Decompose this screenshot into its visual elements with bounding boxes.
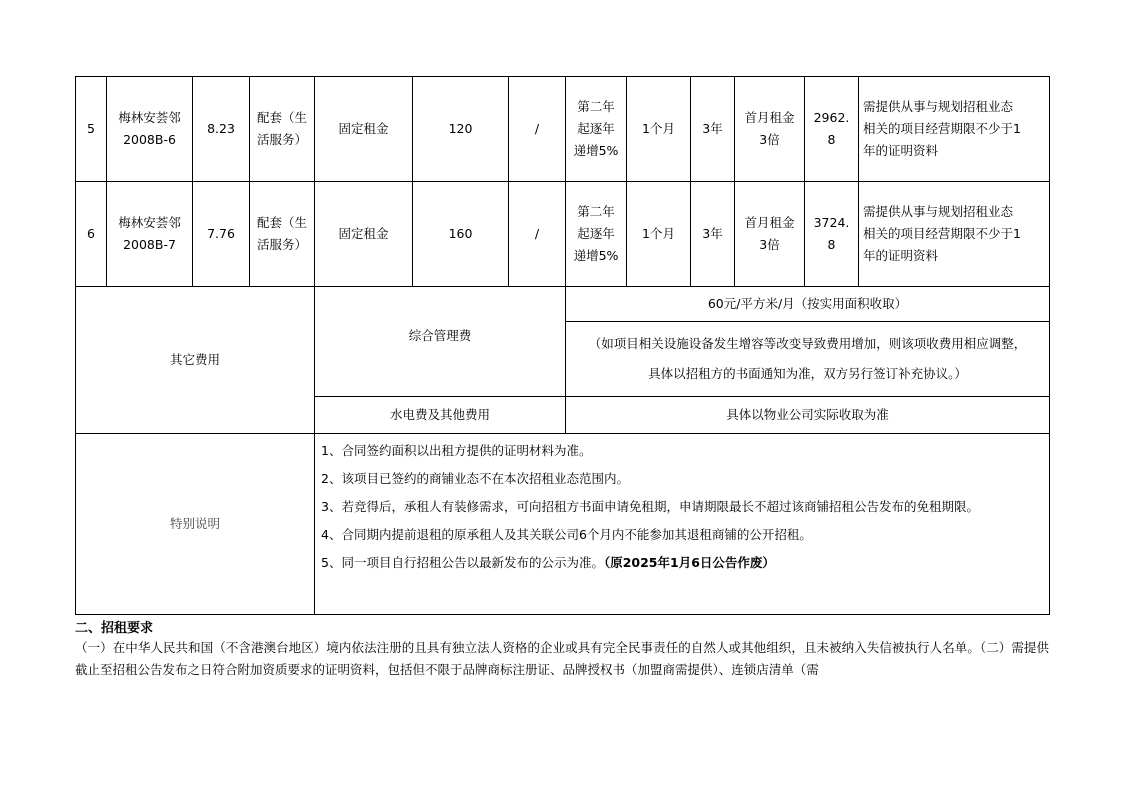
special-notes-label: 特别说明	[76, 434, 315, 615]
table-row	[76, 182, 1050, 287]
section-paragraph: （一）在中华人民共和国（不含港澳台地区）境内依法注册的且具有独立法人资格的企业或具有完全民事责任的自然人或其他组织，且未被纳入失信被执行人名单。（二）需提供截止至招租公告发布之日符合附加资质要求的证明资料，包括但不限于品牌商标注册证、品牌授权书（加盟商需提供）、连锁店清单（需	[75, 640, 1049, 677]
qualification-requirement: 需提供从事与规划招租业态 相关的项目经营期限不少于1 年的证明资料	[859, 182, 1050, 287]
rent-free-period: 1个月	[627, 77, 691, 182]
other-fees-row	[76, 287, 1050, 322]
shop-use: 配套（生 活服务）	[250, 182, 315, 287]
section-title: 二、招租要求	[75, 621, 154, 636]
note-item: 5、同一项目自行招租公告以最新发布的公示为准。（原2025年1月6日公告作废）	[321, 555, 775, 570]
special-notes-list	[315, 434, 1050, 615]
other-fees-label: 其它费用	[76, 287, 315, 434]
rent-increase: 第二年 起逐年 递增5%	[566, 182, 627, 287]
lease-term: 3年	[691, 77, 735, 182]
note-item: 2、该项目已签约的商铺业态不在本次招租业态范围内。	[321, 471, 629, 486]
lease-table	[75, 76, 1050, 615]
deposit: 首月租金 3倍	[735, 182, 805, 287]
rent-increase: 第二年 起逐年 递增5%	[566, 77, 627, 182]
row-number: 5	[76, 77, 107, 182]
shop-area: 8.23	[193, 77, 250, 182]
utility-fee-label: 水电费及其他费用	[315, 397, 566, 434]
shop-use: 配套（生 活服务）	[250, 77, 315, 182]
table-row	[76, 77, 1050, 182]
shop-area: 7.76	[193, 182, 250, 287]
rent-type: 固定租金	[315, 182, 413, 287]
lease-term: 3年	[691, 182, 735, 287]
qualification-requirement: 需提供从事与规划招租业态 相关的项目经营期限不少于1 年的证明资料	[859, 77, 1050, 182]
amount: 2962. 8	[805, 77, 859, 182]
shop-name: 梅林安荟邻 2008B-6	[107, 77, 193, 182]
slash-cell: /	[509, 77, 566, 182]
deposit: 首月租金 3倍	[735, 77, 805, 182]
row-number: 6	[76, 182, 107, 287]
rent-price: 120	[413, 77, 509, 182]
special-notes-row	[76, 434, 1050, 615]
note-item: 1、合同签约面积以出租方提供的证明材料为准。	[321, 443, 592, 458]
note-item: 4、合同期内提前退租的原承租人及其关联公司6个月内不能参加其退租商铺的公开招租。	[321, 527, 812, 542]
note-item: 3、若竞得后，承租人有装修需求，可向招租方书面申请免租期，申请期限最长不超过该商铺招租公告发布的免租期限。	[321, 499, 979, 514]
utility-fee-value: 具体以物业公司实际收取为准	[566, 397, 1050, 434]
management-fee-label: 综合管理费	[315, 287, 566, 397]
rent-type: 固定租金	[315, 77, 413, 182]
slash-cell: /	[509, 182, 566, 287]
amount: 3724. 8	[805, 182, 859, 287]
management-fee-note: （如项目相关设施设备发生增容等改变导致费用增加，则该项收费用相应调整， 具体以招租方的书面通知为准，双方另行签订补充协议。）	[566, 322, 1050, 397]
shop-name: 梅林安荟邻 2008B-7	[107, 182, 193, 287]
rent-price: 160	[413, 182, 509, 287]
rent-free-period: 1个月	[627, 182, 691, 287]
management-fee-rate: 60元/平方米/月（按实用面积收取）	[566, 287, 1050, 322]
